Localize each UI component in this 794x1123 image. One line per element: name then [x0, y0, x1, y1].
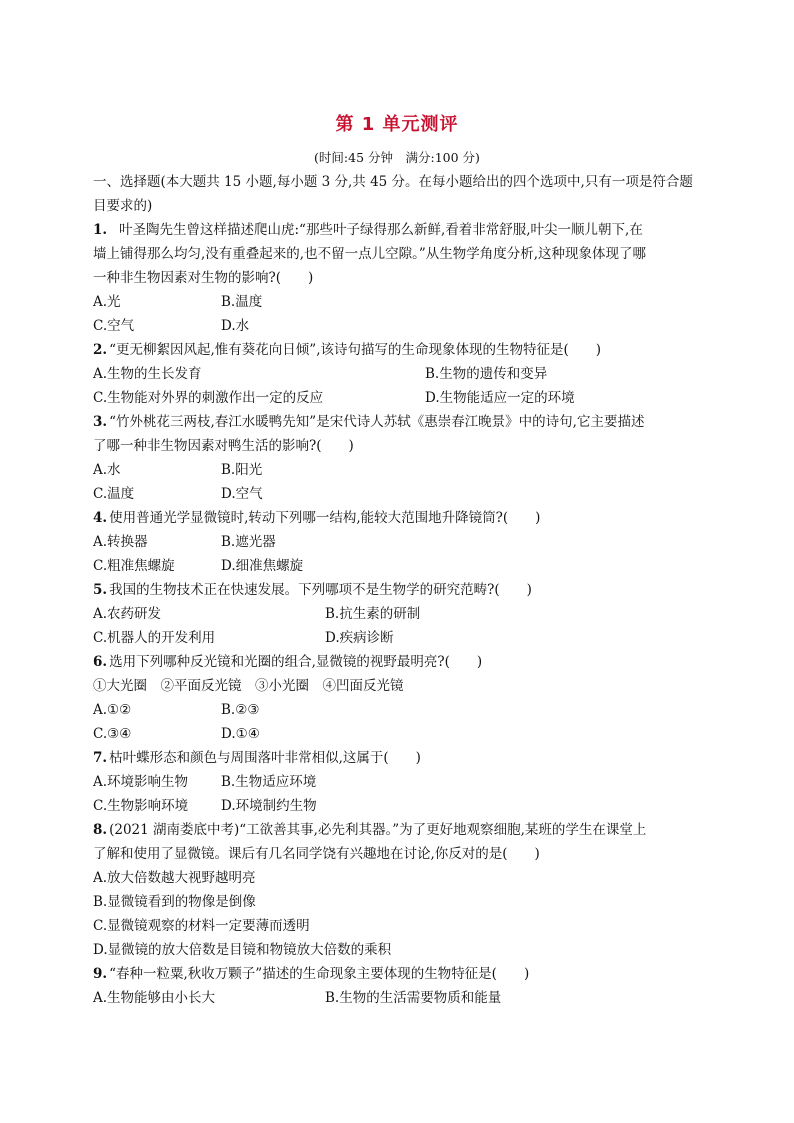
exam-content: [93, 170, 699, 1010]
question-7: [93, 746, 699, 818]
option-c[interactable]: C.生物能对外界的刺激作出一定的反应: [93, 390, 324, 406]
section-heading: 一、选择题(本大题共 15 小题,每小题 3 分,共 45 分。在每小题给出的四个选项中,只有一项是符合题目要求的): [93, 174, 693, 214]
option-d[interactable]: D.生物能适应一定的环境: [425, 390, 575, 406]
question-text: “竹外桃花三两枝,春江水暖鸭先知”是宋代诗人苏轼《惠崇春江晚景》中的诗句,它主要描述: [109, 414, 645, 430]
question-text: 墙上铺得那么均匀,没有重叠起来的,也不留一点儿空隙。”从生物学角度分析,这种现象体现了哪: [93, 246, 647, 262]
option-d[interactable]: D.显微镜的放大倍数是目镜和物镜放大倍数的乘积: [93, 942, 392, 958]
option-a[interactable]: A.水: [93, 462, 121, 478]
question-1: [93, 218, 699, 338]
option-a[interactable]: A.农药研发: [93, 606, 162, 622]
option-b[interactable]: B.②③: [221, 702, 260, 718]
question-text: 了哪一种非生物因素对鸭生活的影响?( ): [93, 438, 354, 454]
question-text: “更无柳絮因风起,惟有葵花向日倾”,该诗句描写的生命现象体现的生物特征是( ): [109, 342, 602, 358]
option-b[interactable]: B.抗生素的研制: [325, 606, 421, 622]
option-c[interactable]: C.生物影响环境: [93, 798, 189, 814]
option-c[interactable]: C.显微镜观察的材料一定要薄而透明: [93, 918, 310, 934]
question-9: [93, 962, 699, 1010]
question-2: [93, 338, 699, 410]
question-text: 选用下列哪种反光镜和光圈的组合,显微镜的视野最明亮?( ): [109, 654, 483, 670]
question-text: 使用普通光学显微镜时,转动下列哪一结构,能较大范围地升降镜筒?( ): [109, 510, 541, 526]
option-d[interactable]: D.疾病诊断: [325, 630, 394, 646]
option-b[interactable]: B.生物适应环境: [221, 774, 317, 790]
question-number: 9.: [93, 966, 108, 982]
question-number: 8.: [93, 822, 108, 838]
question-6: [93, 650, 699, 746]
question-number: 5.: [93, 582, 108, 598]
option-a[interactable]: A.生物的生长发育: [93, 366, 202, 382]
page-title: 第 1 单元测评: [335, 114, 459, 135]
question-number: 1.: [93, 222, 108, 238]
option-c[interactable]: C.空气: [93, 318, 135, 334]
question-number: 2.: [93, 342, 108, 358]
option-c[interactable]: C.机器人的开发利用: [93, 630, 216, 646]
question-number: 7.: [93, 750, 108, 766]
question-8: [93, 818, 699, 962]
option-b[interactable]: B.显微镜看到的物像是倒像: [93, 894, 256, 910]
question-text: 叶圣陶先生曾这样描述爬山虎:“那些叶子绿得那么新鲜,看着非常舒服,叶尖一顺儿朝下,在: [119, 222, 643, 238]
option-d[interactable]: D.细准焦螺旋: [221, 558, 304, 574]
option-a[interactable]: A.环境影响生物: [93, 774, 189, 790]
option-a[interactable]: A.光: [93, 294, 121, 310]
question-number: 4.: [93, 510, 108, 526]
question-text: 我国的生物技术正在快速发展。下列哪项不是生物学的研究范畴?( ): [109, 582, 532, 598]
question-5: [93, 578, 699, 650]
option-c[interactable]: C.③④: [93, 726, 132, 742]
option-d[interactable]: D.①④: [221, 726, 260, 742]
option-b[interactable]: B.遮光器: [221, 534, 276, 550]
question-text: 了解和使用了显微镜。课后有几名同学饶有兴趣地在讨论,你反对的是( ): [93, 846, 540, 862]
option-b[interactable]: B.温度: [221, 294, 263, 310]
question-text: (2021 湖南娄底中考)“工欲善其事,必先利其器。”为了更好地观察细胞,某班的学生在课堂上: [109, 822, 647, 838]
question-number: 6.: [93, 654, 108, 670]
question-3: [93, 410, 699, 506]
question-text: 一种非生物因素对生物的影响?( ): [93, 270, 314, 286]
question-4: [93, 506, 699, 578]
question-text: 枯叶蝶形态和颜色与周围落叶非常相似,这属于( ): [109, 750, 421, 766]
option-a[interactable]: A.生物能够由小长大: [93, 990, 216, 1006]
option-b[interactable]: B.阳光: [221, 462, 263, 478]
option-b[interactable]: B.生物的生活需要物质和能量: [325, 990, 502, 1006]
option-d[interactable]: D.环境制约生物: [221, 798, 317, 814]
option-a[interactable]: A.①②: [93, 702, 132, 718]
question-text: “春种一粒粟,秋收万颗子”描述的生命现象主要体现的生物特征是( ): [109, 966, 530, 982]
option-c[interactable]: C.温度: [93, 486, 135, 502]
option-b[interactable]: B.生物的遗传和变异: [425, 366, 548, 382]
question-number: 3.: [93, 414, 108, 430]
option-c[interactable]: C.粗准焦螺旋: [93, 558, 175, 574]
option-a[interactable]: A.转换器: [93, 534, 148, 550]
option-d[interactable]: D.水: [221, 318, 250, 334]
option-a[interactable]: A.放大倍数越大视野越明亮: [93, 870, 256, 886]
option-d[interactable]: D.空气: [221, 486, 263, 502]
exam-meta: (时间:45 分钟 满分:100 分): [314, 150, 480, 165]
question-text: ①大光圈 ②平面反光镜 ③小光圈 ④凹面反光镜: [93, 678, 404, 694]
